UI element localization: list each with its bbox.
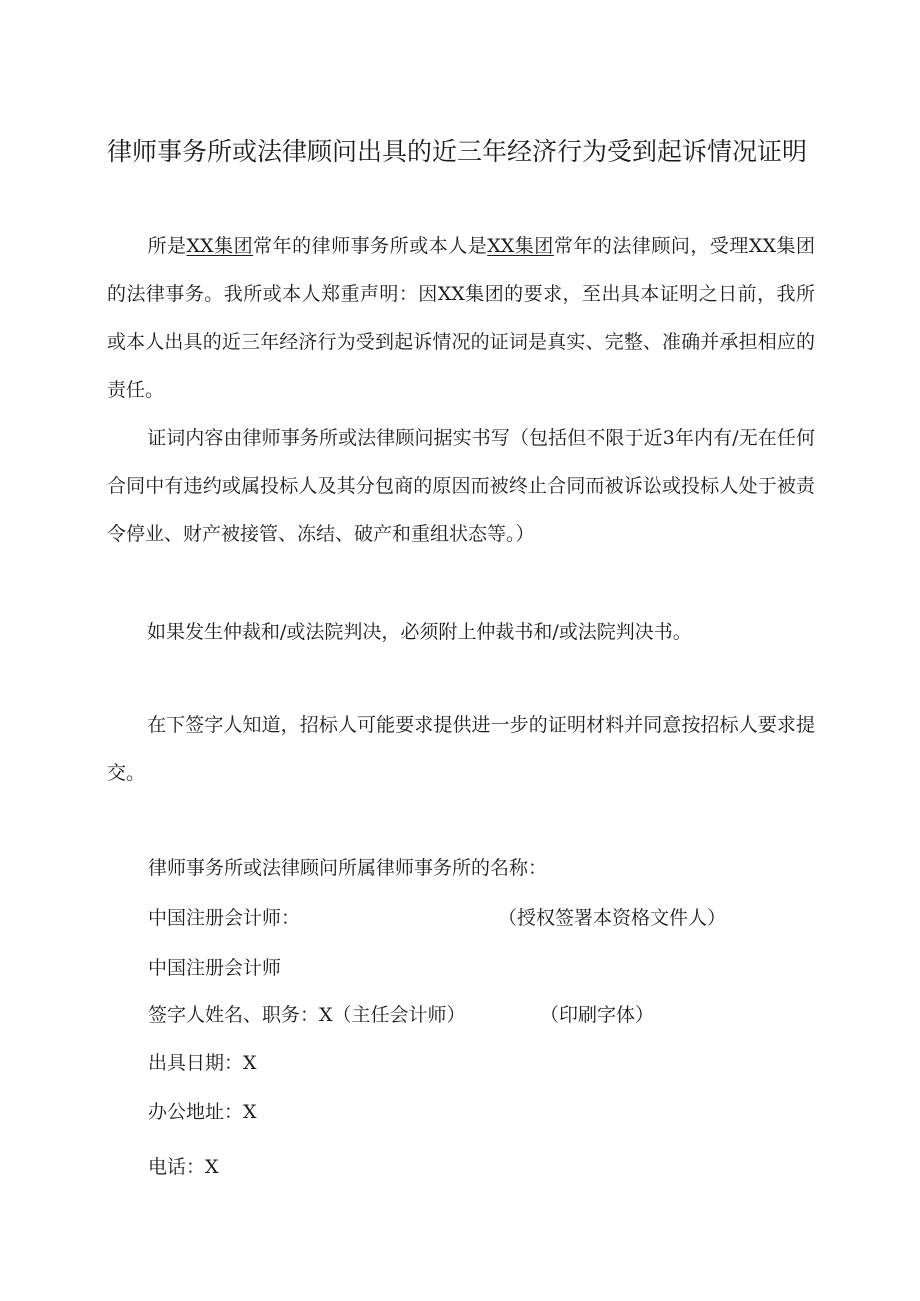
- underlined-group-name-2: XX集团: [487, 235, 554, 257]
- declaration-text-1: 所是: [147, 235, 187, 257]
- arbitration-text: 如果发生仲裁和/或法院判决，必须附上仲裁书和/或法院判决书。: [147, 621, 692, 643]
- cpa-line-2: 中国注册会计师: [148, 957, 282, 979]
- testimony-content-text: 证词内容由律师事务所或法律顾问据实书写（包括但不限于近3年内有/无在任何合同中有违约或属投标人及其分包商的原因而被终止合同而被诉讼或投标人处于被责令停业、财产被接管、冻结、破产和重组状态等。）: [107, 427, 815, 545]
- paragraph-signer-acknowledgement: [107, 701, 815, 797]
- office-address-field: 办公地址：X: [148, 1101, 257, 1123]
- paragraph-declaration: [107, 222, 815, 414]
- paragraph-testimony-content: [107, 414, 815, 558]
- cpa-authorization-note: （授权签署本资格文件人）: [498, 907, 727, 929]
- acknowledgement-text: 在下签字人知道，招标人可能要求提供进一步的证明材料并同意按招标人要求提交。: [107, 714, 815, 784]
- signer-name-title-field: 签字人姓名、职务：X（主任会计师）: [148, 1004, 466, 1026]
- phone-field: 电话：X: [148, 1156, 219, 1178]
- cpa-field: 中国注册会计师：: [148, 907, 301, 929]
- declaration-text-2: 常年的律师事务所或本人是: [253, 235, 488, 257]
- issue-date-field: 出具日期：X: [148, 1052, 257, 1074]
- signer-print-note: （印刷字体）: [540, 1004, 655, 1026]
- declaration-text-3: 常年的法律顾问，受理XX集团的法律事务。我所或本人郑重声明：因XX集团的要求，至出具本证明之日前，我所或本人出具的近三年经济行为受到起诉情况的证词是真实、完整、准确并承担相应的责任。: [107, 235, 815, 401]
- firm-name-field: 律师事务所或法律顾问所属律师事务所的名称：: [148, 857, 548, 879]
- underlined-group-name-1: XX集团: [186, 235, 254, 257]
- document-title: 律师事务所或法律顾问出具的近三年经济行为受到起诉情况证明: [107, 137, 808, 166]
- paragraph-arbitration: [107, 608, 815, 656]
